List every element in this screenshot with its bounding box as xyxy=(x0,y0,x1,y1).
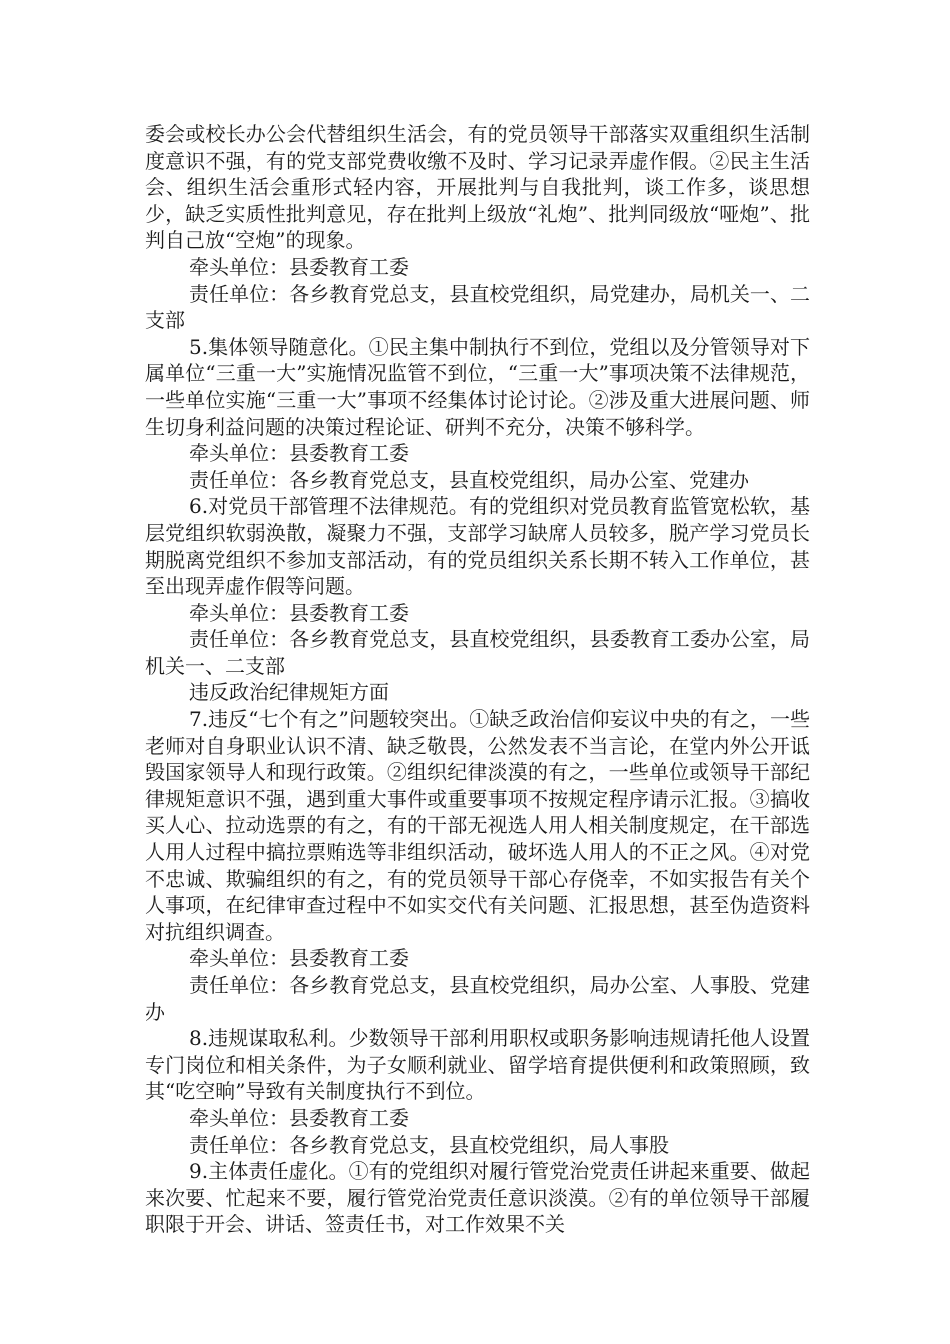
responsible-unit-line: 责任单位：各乡教育党总支，县直校党组织，县委教育工委办公室，局机关一、二支部 xyxy=(145,627,810,678)
document-body xyxy=(145,121,810,1238)
responsible-unit-line: 责任单位：各乡教育党总支，县直校党组织，局人事股 xyxy=(189,1132,669,1157)
item-8-private-gain: 8.违规谋取私利。少数领导干部利用职权或职务影响违规请托他人设置专门岗位和相关条件，为子女顺利就业、留学培育提供便利和政策照顾，致其“吃空晌”导致有关制度执行不到位。 xyxy=(145,1026,810,1104)
lead-unit-line: 牵头单位：县委教育工委 xyxy=(189,254,409,279)
lead-unit-line: 牵头单位：县委教育工委 xyxy=(189,441,409,466)
item-6-cadre-management: 6.对党员干部管理不法律规范。有的党组织对党员教育监管宽松软，基层党组织软弱涣散，凝聚力不强，支部学习缺席人员较多，脱产学习党员长期脱离党组织不参加支部活动，有的党员组织关系长期不转入工作单位，甚至出现弄虚作假等问题。 xyxy=(145,494,810,599)
lead-unit-line: 牵头单位：县委教育工委 xyxy=(189,1105,409,1130)
responsible-unit-line: 责任单位：各乡教育党总支，县直校党组织，局党建办，局机关一、二支部 xyxy=(145,281,810,333)
item-9-main-responsibility: 9.主体责任虚化。①有的党组织对履行管党治党责任讲起来重要、做起来次要、忙起来不要，履行管党治党责任意识淡漠。②有的单位领导干部履职限于开会、讲话、签责任书，对工作效果不关 xyxy=(145,1159,810,1237)
item-5-collective-leadership: 5.集体领导随意化。①民主集中制执行不到位，党组以及分管领导对下属单位“三重一大”实施情况监管不到位，“三重一大”事项决策不法律规范，一些单位实施“三重一大”事项不经集体讨论讨论。②涉及重大进展问题、师生切身利益问题的决策过程论证、研判不充分，决策不够科学。 xyxy=(145,334,810,439)
item-7-seven-violations: 7.违反“七个有之”问题较突出。①缺乏政治信仰妄议中央的有之，一些老师对自身职业认识不清、缺乏敬畏，公然发表不当言论，在堂内外公开诋毁国家领导人和现行政策。②组织纪律淡漠的有之，一些单位或领导干部纪律规矩意识不强，遇到重大事件或重要事项不按规定程序请示汇报。③搞收买人心、拉动选票的有之，有的干部无视选人用人相关制度规定，在干部选人用人过程中搞拉票贿选等非组织活动，破坏选人用人的不正之风。④对党不忠诚、欺骗组织的有之，有的党员领导干部心存侥幸，不如实报告有关个人事项，在纪律审查过程中不如实交代有关问题、汇报思想，甚至伪造资料对抗组织调查。 xyxy=(145,707,810,944)
paragraph-continued-democratic-life: 委会或校长办公会代替组织生活会，有的党员领导干部落实双重组织生活制度意识不强，有的党支部党费收缴不及时、学习记录弄虚作假。②民主生活会、组织生活会重形式轻内容，开展批判与自我批判，谈工作多，谈思想少，缺乏实质性批判意见，存在批判上级放“礼炮”、批判同级放“哑炮”、批判自己放“空炮”的现象。 xyxy=(145,122,810,253)
responsible-unit-line: 责任单位：各乡教育党总支，县直校党组织，局办公室、党建办 xyxy=(189,467,749,492)
lead-unit-line: 牵头单位：县委教育工委 xyxy=(189,946,409,971)
lead-unit-line: 牵头单位：县委教育工委 xyxy=(189,600,409,625)
responsible-unit-line: 责任单位：各乡教育党总支，县直校党组织，局办公室、人事股、党建办 xyxy=(145,973,810,1024)
section-heading-political-discipline: 违反政治纪律规矩方面 xyxy=(189,680,389,705)
